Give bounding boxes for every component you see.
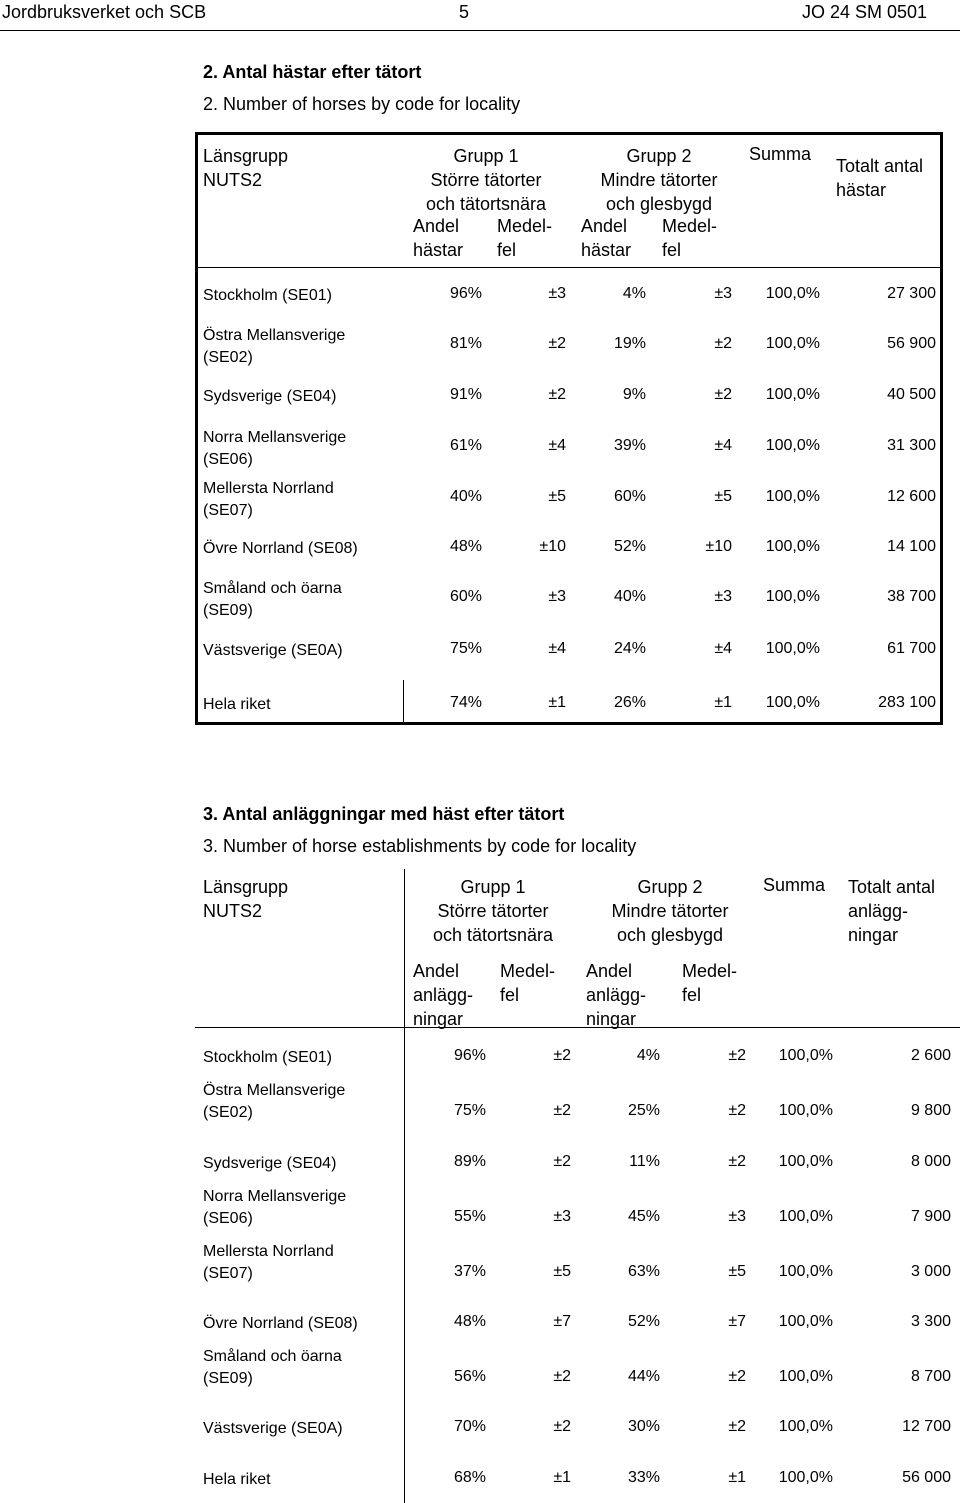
cell-a1: 89%: [453, 1153, 486, 1170]
cell-m1: ±4: [548, 640, 566, 657]
page-number: 5: [459, 2, 470, 22]
cell-a2: 39%: [613, 437, 646, 454]
cell-a2: 19%: [613, 335, 646, 352]
cell-sum: 100,0%: [778, 1418, 833, 1435]
table2-head-andel1: Andel hästar: [413, 216, 464, 260]
header-rule: [0, 30, 960, 31]
row-region: Sydsverige (SE04): [203, 388, 337, 405]
cell-total: 27 300: [887, 285, 936, 302]
table3-head-medel2: Medel- fel: [682, 961, 738, 1005]
cell-a1: 37%: [453, 1263, 486, 1280]
cell-sum: 100,0%: [778, 1469, 833, 1486]
cell-m2: ±4: [714, 437, 732, 454]
cell-a1: 75%: [449, 640, 482, 657]
cell-sum: 100,0%: [765, 437, 820, 454]
row-region: Småland och öarna (SE09): [203, 580, 342, 619]
cell-m2: ±1: [728, 1469, 746, 1486]
cell-m2: ±5: [714, 488, 732, 505]
cell-m1: ±4: [548, 437, 566, 454]
cell-m2: ±2: [728, 1047, 746, 1064]
table2-top-rule: [195, 132, 943, 135]
cell-m1: ±1: [548, 694, 566, 711]
cell-m2: ±2: [728, 1368, 746, 1385]
cell-a1: 74%: [449, 694, 482, 711]
table2-head-total: Totalt antal hästar: [836, 156, 924, 200]
cell-m1: ±3: [548, 285, 566, 302]
row-region: Östra Mellansverige (SE02): [203, 1082, 346, 1121]
cell-total: 56 000: [902, 1469, 951, 1486]
cell-a2: 52%: [613, 538, 646, 555]
cell-m1: ±2: [553, 1368, 571, 1385]
cell-a1: 60%: [449, 588, 482, 605]
cell-sum: 100,0%: [778, 1208, 833, 1225]
table2-right-rule: [940, 132, 943, 725]
table3-head-andel1: Andel anlägg- ningar: [413, 961, 474, 1029]
table3-head-total: Totalt antal anlägg- ningar: [848, 877, 936, 945]
cell-sum: 100,0%: [765, 386, 820, 403]
cell-total: 31 300: [887, 437, 936, 454]
row-region: Övre Norrland (SE08): [203, 1315, 358, 1332]
table2-head-summa: Summa: [749, 144, 812, 164]
cell-a1: 70%: [453, 1418, 486, 1435]
cell-total: 38 700: [887, 588, 936, 605]
row-region: Stockholm (SE01): [203, 1049, 332, 1066]
cell-sum: 100,0%: [765, 588, 820, 605]
cell-m1: ±3: [553, 1208, 571, 1225]
cell-m1: ±2: [553, 1153, 571, 1170]
table3-head-group2: Grupp 2 Mindre tätorter och glesbygd: [611, 877, 729, 945]
row-region: Sydsverige (SE04): [203, 1155, 337, 1172]
cell-sum: 100,0%: [778, 1263, 833, 1280]
cell-a2: 60%: [613, 488, 646, 505]
cell-m1: ±2: [548, 335, 566, 352]
table3-col-divider: [404, 869, 405, 1503]
table2-head-andel2: Andel hästar: [581, 216, 632, 260]
table3-head-andel2: Andel anlägg- ningar: [586, 961, 647, 1029]
cell-sum: 100,0%: [765, 694, 820, 711]
cell-m1: ±7: [553, 1313, 571, 1330]
table2-bottom-rule: [195, 722, 943, 725]
cell-a1: 96%: [453, 1047, 486, 1064]
cell-total: 2 600: [910, 1047, 951, 1064]
row-region: Mellersta Norrland (SE07): [203, 480, 334, 519]
cell-m2: ±2: [728, 1102, 746, 1119]
cell-m2: ±3: [728, 1208, 746, 1225]
cell-total: 8 000: [910, 1153, 951, 1170]
cell-a2: 24%: [613, 640, 646, 657]
table2-left-rule: [195, 132, 198, 725]
table3-title-sv: 3. Antal anläggningar med häst efter tätort: [203, 804, 565, 824]
row-region: Hela riket: [203, 696, 271, 713]
cell-m2: ±1: [714, 694, 732, 711]
cell-total: 12 600: [887, 488, 936, 505]
cell-m2: ±5: [728, 1263, 746, 1280]
cell-m2: ±2: [728, 1418, 746, 1435]
cell-a1: 75%: [453, 1102, 486, 1119]
cell-a2: 45%: [627, 1208, 660, 1225]
cell-total: 3 000: [910, 1263, 951, 1280]
table2-head-medel2: Medel- fel: [662, 216, 718, 260]
table2-head-medel1: Medel- fel: [497, 216, 553, 260]
cell-a1: 91%: [449, 386, 482, 403]
cell-total: 40 500: [887, 386, 936, 403]
cell-a2: 26%: [613, 694, 646, 711]
cell-a2: 30%: [627, 1418, 660, 1435]
cell-total: 12 700: [902, 1418, 951, 1435]
table2-title-sv: 2. Antal hästar efter tätort: [203, 62, 422, 82]
cell-sum: 100,0%: [765, 538, 820, 555]
cell-m2: ±10: [705, 538, 732, 555]
cell-a1: 81%: [449, 335, 482, 352]
cell-m1: ±5: [548, 488, 566, 505]
cell-m1: ±2: [553, 1047, 571, 1064]
cell-m2: ±2: [714, 335, 732, 352]
cell-total: 8 700: [910, 1368, 951, 1385]
table2-head-group1: Grupp 1 Större tätorter och tätortsnära: [425, 146, 547, 214]
cell-a2: 4%: [636, 1047, 660, 1064]
table3-head-summa: Summa: [763, 875, 826, 895]
cell-a2: 25%: [627, 1102, 660, 1119]
table3-title-en: 3. Number of horse establishments by code for locality: [203, 836, 637, 856]
cell-a1: 48%: [449, 538, 482, 555]
cell-sum: 100,0%: [778, 1047, 833, 1064]
row-region: Östra Mellansverige (SE02): [203, 327, 346, 366]
cell-a1: 61%: [449, 437, 482, 454]
cell-a2: 40%: [613, 588, 646, 605]
cell-a1: 56%: [453, 1368, 486, 1385]
cell-m2: ±3: [714, 588, 732, 605]
table2-head-group2: Grupp 2 Mindre tätorter och glesbygd: [600, 146, 718, 214]
header-right: JO 24 SM 0501: [802, 2, 928, 22]
cell-m2: ±3: [714, 285, 732, 302]
row-region: Övre Norrland (SE08): [203, 540, 358, 557]
cell-total: 283 100: [878, 694, 936, 711]
table2-title-en: 2. Number of horses by code for locality: [203, 94, 521, 114]
cell-sum: 100,0%: [778, 1313, 833, 1330]
cell-sum: 100,0%: [778, 1368, 833, 1385]
cell-total: 3 300: [910, 1313, 951, 1330]
row-region: Stockholm (SE01): [203, 287, 332, 304]
cell-m2: ±2: [714, 386, 732, 403]
cell-m1: ±1: [553, 1469, 571, 1486]
row-region: Hela riket: [203, 1471, 271, 1488]
cell-m2: ±2: [728, 1153, 746, 1170]
cell-m1: ±2: [553, 1418, 571, 1435]
cell-total: 56 900: [887, 335, 936, 352]
cell-total: 7 900: [910, 1208, 951, 1225]
cell-a1: 48%: [453, 1313, 486, 1330]
table3-head-medel1: Medel- fel: [500, 961, 556, 1005]
cell-a2: 52%: [627, 1313, 660, 1330]
cell-m1: ±2: [553, 1102, 571, 1119]
cell-a1: 55%: [453, 1208, 486, 1225]
cell-a1: 40%: [449, 488, 482, 505]
cell-m1: ±3: [548, 588, 566, 605]
row-region: Västsverige (SE0A): [203, 642, 343, 659]
cell-a2: 63%: [627, 1263, 660, 1280]
cell-a1: 96%: [449, 285, 482, 302]
row-region: Småland och öarna (SE09): [203, 1348, 342, 1387]
row-region: Norra Mellansverige (SE06): [203, 1188, 347, 1227]
cell-sum: 100,0%: [765, 640, 820, 657]
cell-sum: 100,0%: [765, 335, 820, 352]
row-region: Västsverige (SE0A): [203, 1420, 343, 1437]
cell-a2: 44%: [627, 1368, 660, 1385]
cell-a2: 33%: [627, 1469, 660, 1486]
row-region: Norra Mellansverige (SE06): [203, 429, 347, 468]
cell-m1: ±10: [539, 538, 566, 555]
cell-a2: 11%: [629, 1153, 660, 1170]
cell-a1: 68%: [453, 1469, 486, 1486]
cell-a2: 9%: [622, 386, 646, 403]
cell-sum: 100,0%: [778, 1153, 833, 1170]
table2-head-region: Länsgrupp NUTS2: [203, 146, 289, 190]
table3-head-group1: Grupp 1 Större tätorter och tätortsnära: [432, 877, 554, 945]
cell-m2: ±7: [728, 1313, 746, 1330]
cell-total: 14 100: [887, 538, 936, 555]
table3-head-rule: [195, 1027, 960, 1028]
cell-sum: 100,0%: [765, 488, 820, 505]
cell-total: 9 800: [910, 1102, 951, 1119]
cell-total: 61 700: [887, 640, 936, 657]
row-region: Mellersta Norrland (SE07): [203, 1243, 334, 1282]
cell-m1: ±2: [548, 386, 566, 403]
cell-sum: 100,0%: [765, 285, 820, 302]
table2-head-rule: [195, 267, 943, 268]
cell-sum: 100,0%: [778, 1102, 833, 1119]
cell-m2: ±4: [714, 640, 732, 657]
cell-m1: ±5: [553, 1263, 571, 1280]
cell-a2: 4%: [622, 285, 646, 302]
table3-head-region: Länsgrupp NUTS2: [203, 877, 289, 921]
header-left: Jordbruksverket och SCB: [2, 2, 207, 22]
